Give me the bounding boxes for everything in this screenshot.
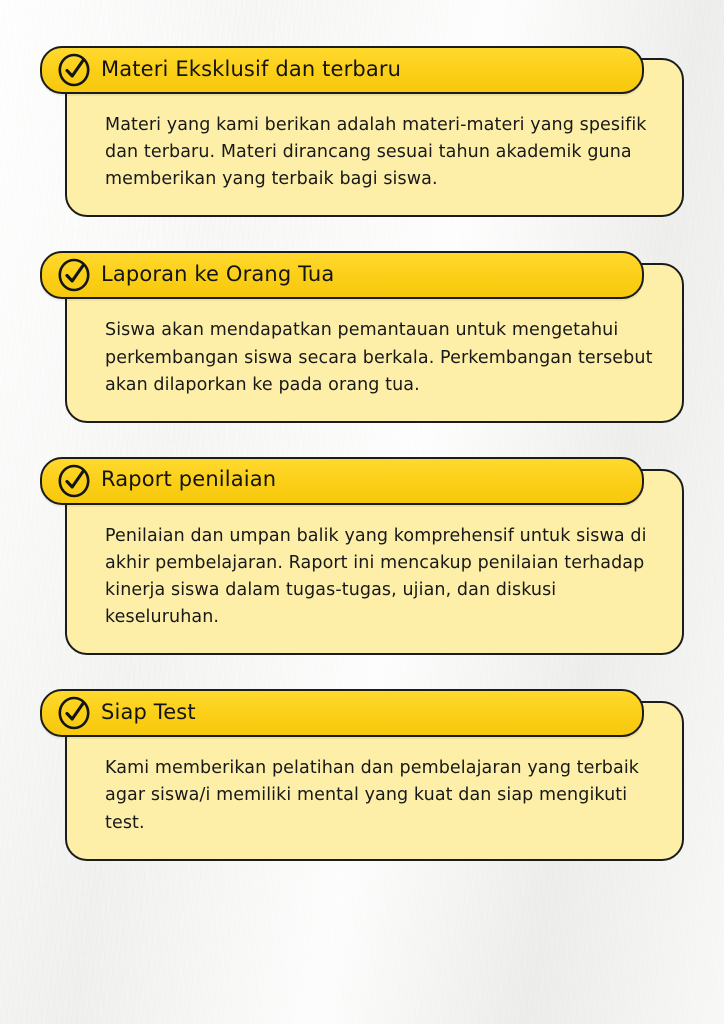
feature-card-text: Penilaian dan umpan balik yang komprehensif untuk siswa di akhir pembelajaran. Raport ini mencakup penilaian terhadap kinerja siswa dalam tugas-tugas, ujian, dan diskusi keseluruhan. [105, 525, 647, 628]
check-circle-icon [57, 464, 91, 498]
feature-card-title: Laporan ke Orang Tua [101, 261, 335, 286]
feature-card-header [40, 457, 644, 505]
check-circle-icon [57, 53, 91, 87]
feature-card-header [40, 689, 644, 737]
feature-card [40, 457, 684, 656]
feature-card-text: Materi yang kami berikan adalah materi-materi yang spesifik dan terbaru. Materi dirancang sesuai tahun akademik guna memberikan yang terbaik bagi siswa. [105, 115, 647, 190]
check-circle-icon [57, 696, 91, 730]
feature-card-title: Materi Eksklusif dan terbaru [101, 56, 402, 81]
card-spacer [40, 667, 684, 689]
card-spacer [40, 229, 684, 251]
card-spacer [40, 435, 684, 457]
feature-card [40, 689, 684, 860]
feature-card-header [40, 46, 644, 94]
feature-card [40, 46, 684, 217]
feature-card-text: Siswa akan mendapatkan pemantauan untuk mengetahui perkembangan siswa secara berkala. Perkembangan tersebut akan dilaporkan ke pada orang tua. [105, 320, 653, 395]
feature-card-title: Siap Test [101, 699, 196, 724]
check-circle-icon [57, 258, 91, 292]
feature-card [40, 251, 684, 422]
feature-card-text: Kami memberikan pelatihan dan pembelajaran yang terbaik agar siswa/i memiliki mental yang kuat dan siap mengikuti test. [105, 758, 640, 833]
feature-card-title: Raport penilaian [101, 467, 277, 492]
feature-card-header [40, 251, 644, 299]
